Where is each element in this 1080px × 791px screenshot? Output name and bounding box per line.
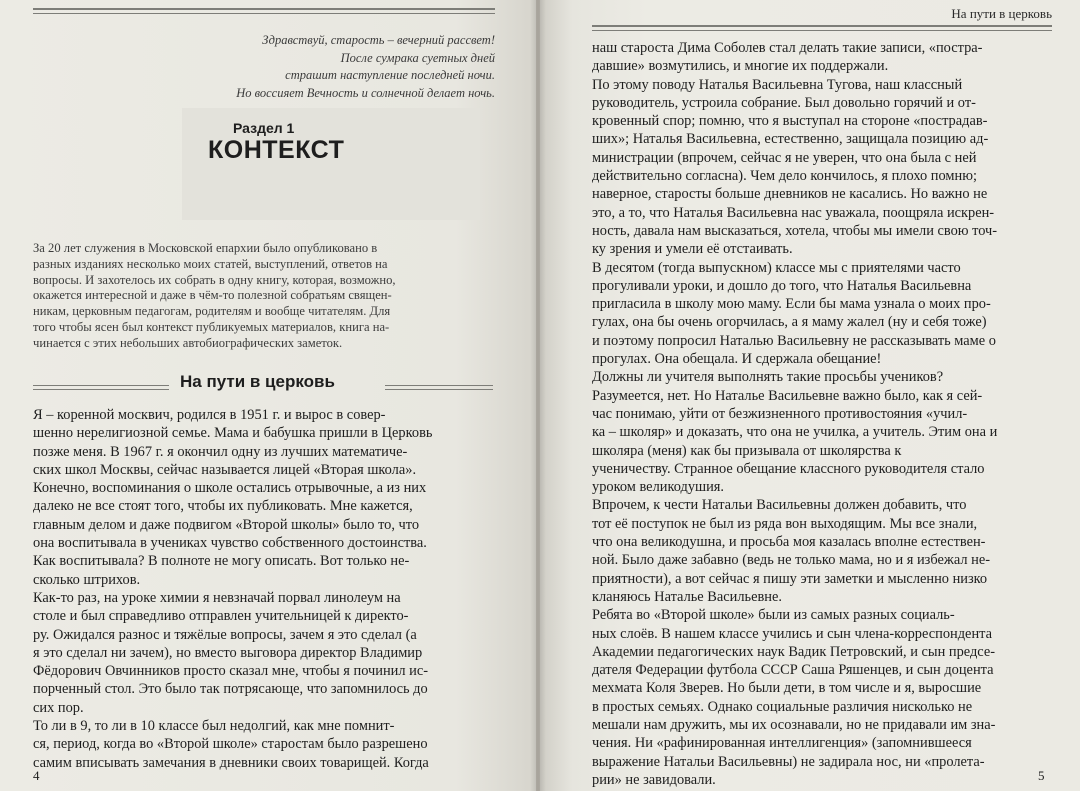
right-body-text [592, 39, 1054, 789]
intro-line: вопросы. И захотелось их собрать в одну книгу, которая, возможно, [33, 272, 396, 287]
text-line: ученичеству. Странное обещание классного руководителя стало [592, 460, 985, 477]
text-line: далеко не все стоят того, чтобы их публиковать. Мне кажется, [33, 498, 413, 515]
intro-paragraph [33, 241, 493, 352]
text-line: действительно согласна). Чем дело кончилось, я плохо помню; [592, 168, 977, 185]
epigraph-line: После сумрака суетных дней [340, 50, 495, 65]
text-line: дателя Федерации футбола СССР Саша Ряшенцев, и сын доцента [592, 662, 994, 679]
epigraph [150, 32, 495, 102]
text-line: и поэтому попросил Наталью Васильевну не рассказывать маме о [592, 332, 996, 349]
text-line: Академии педагогических наук Вадик Петровский, и сын предсе- [592, 643, 996, 660]
text-line: рии» не завидовали. [592, 771, 716, 788]
intro-line: окажется интересной и даже в чём-то полезной собратьям священ- [33, 288, 392, 303]
text-line: сколько штрихов. [33, 571, 141, 588]
text-line: главным делом и даже подвигом «Второй школы» было то, что [33, 516, 420, 533]
text-line: наш староста Дима Соболев стал делать такие записи, «постра- [592, 40, 983, 56]
text-line: гулах, она бы очень огорчилась, а я маму жалел (ну и себя тоже) [592, 314, 987, 331]
intro-line: За 20 лет служения в Московской епархии было опубликовано в [33, 241, 378, 255]
text-line: сих пор. [33, 699, 84, 716]
text-line: ских школ Москвы, сейчас называется лицей «Вторая школа». [33, 461, 417, 478]
text-line: прогулах. Она обещала. И сдержала обещание! [592, 351, 882, 368]
text-line: Фёдорович Овчинников просто сказал мне, чтобы я починил ис- [33, 663, 429, 680]
text-line: мешали нам дружить, мы их осознавали, но не придавали им зна- [592, 716, 996, 733]
epigraph-line: Но воссияет Вечность и солнечной делает ночь. [236, 85, 495, 100]
text-line: Конечно, воспоминания о школе остались отрывочные, а из них [33, 480, 427, 497]
text-line: По этому поводу Наталья Васильевна Тугова, наш классный [592, 76, 963, 93]
left-page [0, 0, 536, 791]
text-line: ру. Ожидался разнос и тяжёлые вопросы, зачем я это сделал (а [33, 626, 417, 643]
text-line: в простых семьях. Однако социальные различия нисколько не [592, 698, 973, 715]
right-page [540, 0, 1080, 791]
header-rule [592, 25, 1052, 31]
text-line: школяра (меня) как бы призывала от школярства к [592, 442, 902, 459]
text-line: прогуливали уроки, и дошло до того, что Наталья Васильевна [592, 277, 972, 294]
text-line: ной. Было даже забавно (ведь не только мама, но и я избежал не- [592, 552, 991, 569]
text-line: ность, давала нам высказаться, хотела, чтобы мы имели свою точ- [592, 222, 998, 239]
chapter-rule-right [385, 385, 493, 390]
epigraph-line: Здравствуй, старость – вечерний рассвет! [262, 33, 495, 47]
chapter-title: На пути в церковь [180, 372, 335, 391]
text-line: кланяюсь Наталье Васильевне. [592, 588, 782, 605]
page-number-right: 5 [1038, 768, 1045, 783]
text-line: пригласила в школу мою маму. Если бы мама узнала о моих про- [592, 296, 991, 313]
chapter-heading [33, 372, 493, 396]
section-title: КОНТЕКСТ [208, 136, 345, 164]
text-line: это, а то, что Наталья Васильевна нас уважала, поощряла искрен- [592, 204, 995, 221]
running-head-title: На пути в церковь [951, 6, 1052, 21]
text-line: шенно нерелигиозной семье. Мама и бабушка пришли в Церковь [33, 425, 433, 442]
text-line: ку зрения и умели её отстаивать. [592, 241, 793, 258]
text-line: наверное, старосты больше дневников не касались. Но важно не [592, 186, 988, 203]
text-line: уроком великодушия. [592, 479, 725, 496]
text-line: мехмата Коля Зверев. Но были дети, в том числе и я, выросшие [592, 680, 982, 697]
text-line: что она великодушна, и просьба моя казалась вполне естествен- [592, 534, 986, 551]
text-line: столе и был справедливо отправлен учительницей к директо- [33, 608, 409, 625]
text-line: час понимаю, уйти от безжизненного противостояния «учил- [592, 405, 968, 422]
text-line: она воспитывала в учениках чувство собственного достоинства. [33, 535, 427, 552]
chapter-rule-left [33, 385, 169, 390]
text-line: Ребята во «Второй школе» были из самых разных социаль- [592, 607, 955, 624]
text-line: выражение Натальи Васильевны) не задирала нос, ни «пролета- [592, 753, 985, 770]
intro-line: чинается с этих небольших автобиографических заметок. [33, 335, 343, 350]
text-line: ных слоёв. В нашем классе учились и сын члена-корреспондента [592, 625, 993, 642]
text-line: руководитель, устроила собрание. Был довольно горячий и от- [592, 94, 976, 111]
text-line: Впрочем, к чести Натальи Васильевны должен добавить, что [592, 497, 967, 514]
page-number-left: 4 [33, 768, 40, 783]
text-line: чения. Ни «рафинированная интеллигенция» (запомнившееся [592, 735, 972, 752]
epigraph-line: страшит наступление последней ночи. [285, 68, 495, 82]
text-line: Разумеется, нет. Но Наталье Васильевне важно было, как я сей- [592, 387, 983, 404]
text-line: ся, период, когда во «Второй школе» старостам было разрешено [33, 736, 428, 753]
top-rule [33, 8, 495, 14]
intro-line: разных изданиях несколько моих статей, выступлений, ответов на [33, 256, 388, 271]
section-label: Раздел 1 [233, 120, 295, 136]
text-line: давшие» возмутились, и многие их поддержали. [592, 58, 889, 75]
text-line: кровенный спор; помню, что я выступал на стороне «пострадав- [592, 113, 988, 130]
text-line: В десятом (тогда выпускном) классе мы с приятелями часто [592, 259, 961, 276]
text-line: Как воспитывала? В полноте не могу описать. Вот только не- [33, 553, 410, 570]
text-line: самим вписывать замечания в дневники своих товарищей. Когда [33, 754, 429, 771]
book-gutter [530, 0, 546, 791]
text-line: Как-то раз, на уроке химии я невзначай порвал линолеум на [33, 589, 401, 606]
text-line: тот её поступок не был из ряда вон выходящим. Мы все знали, [592, 515, 978, 532]
text-line: порченный стол. Это было так потрясающе, что запомнилось до [33, 681, 428, 698]
text-line: Должны ли учителя выполнять такие просьбы учеников? [592, 369, 944, 386]
text-line: Я – коренной москвич, родился в 1951 г. и вырос в совер- [33, 407, 386, 423]
text-line: приятности), а вот сейчас я пишу эти заметки и мысленно низко [592, 570, 988, 587]
text-line: ших»; Наталья Васильевна, естественно, защищала позицию ад- [592, 131, 989, 148]
intro-line: того чтобы ясен был контекст публикуемых материалов, книга на- [33, 319, 390, 334]
intro-line: никам, церковным педагогам, родителям и вообще читателям. Для [33, 304, 391, 319]
text-line: министрации (впрочем, сейчас я не уверен, что она была с ней [592, 149, 977, 166]
left-body-text [33, 406, 495, 772]
text-line: То ли в 9, то ли в 10 классе был недолгий, как мне помнит- [33, 718, 395, 735]
text-line: ка – школяр» и доказать, что она не училка, а учитель. Этим она и [592, 424, 998, 441]
text-line: я это сделал ни зачем), но вместо выговора директор Владимир [33, 644, 423, 661]
text-line: позже меня. В 1967 г. я окончил одну из лучших математиче- [33, 443, 408, 460]
